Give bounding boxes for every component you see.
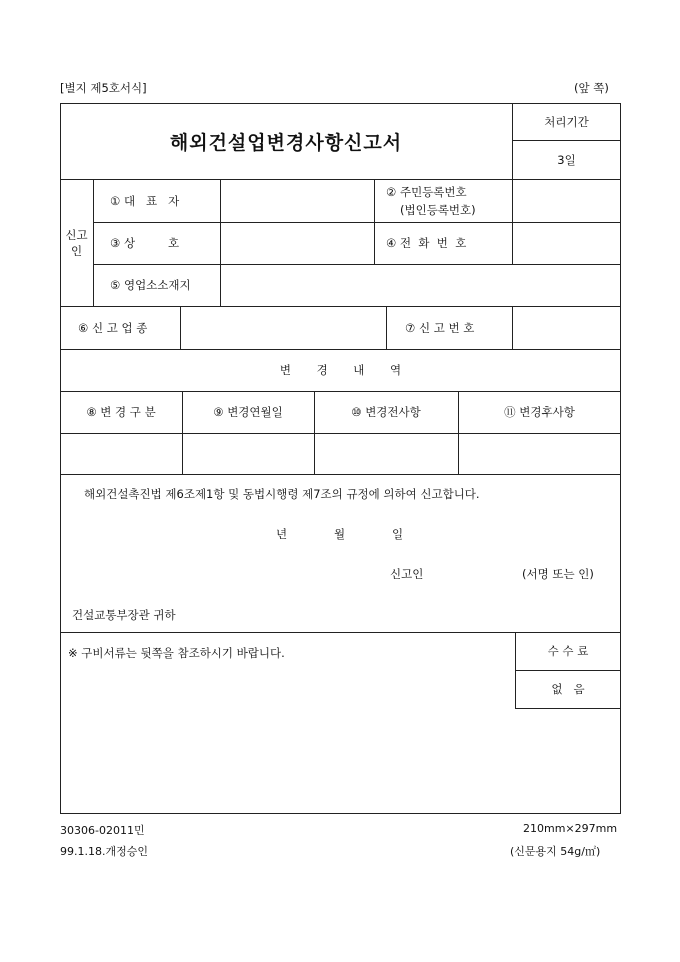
resident-number-field[interactable] xyxy=(513,180,621,222)
approval-date: 99.1.18.개정승인 xyxy=(60,845,148,858)
representative-label: ① 대 표 자 xyxy=(110,193,180,208)
form-title: 해외건설업변경사항신고서 xyxy=(169,131,403,154)
change-type-field[interactable] xyxy=(61,434,182,474)
trade-name-field[interactable] xyxy=(221,223,374,264)
change-type-header: ⑧ 변 경 구 분 xyxy=(86,405,156,419)
form-number: [별지 제5호서식] xyxy=(60,81,147,95)
business-type-field[interactable] xyxy=(181,307,386,349)
fee-value: 없 음 xyxy=(551,682,585,696)
business-type-label: ⑥ 신 고 업 종 xyxy=(78,320,148,335)
addressee: 건설교통부장관 귀하 xyxy=(72,608,176,622)
after-change-field[interactable] xyxy=(459,434,621,474)
office-address-label: ⑤ 영업소소재지 xyxy=(110,278,191,292)
trade-name-label: ③ 상 호 xyxy=(110,236,180,250)
signature-seal-label: (서명 또는 인) xyxy=(522,567,594,581)
report-number-label: ⑦ 신 고 번 호 xyxy=(405,320,475,335)
phone-label: ④ 전 화 번 호 xyxy=(386,236,467,250)
after-change-header: ⑪ 변경후사항 xyxy=(504,405,575,419)
report-number-field[interactable] xyxy=(513,307,621,349)
paper-size: 210mm×297mm xyxy=(523,822,618,835)
before-change-field[interactable] xyxy=(315,434,458,474)
attachment-note: ※ 구비서류는 뒷쪽을 참조하시기 바랍니다. xyxy=(68,646,285,660)
resident-number-label: ② 주민등록번호 xyxy=(386,185,467,199)
representative-field[interactable] xyxy=(221,180,374,222)
period-label: 처리기간 xyxy=(544,114,589,129)
day-label: 일 xyxy=(392,527,404,541)
paper-type: (신문용지 54g/㎡) xyxy=(510,845,601,858)
before-change-header: ⑩ 변경전사항 xyxy=(351,405,421,419)
statement-text: 해외건설촉진법 제6조제1항 및 동법시행령 제7조의 규정에 의하여 신고합니다. xyxy=(84,487,480,501)
change-date-field[interactable] xyxy=(183,434,314,474)
changes-section-title: 변 경 내 역 xyxy=(279,363,402,377)
fee-label: 수 수 료 xyxy=(547,644,589,658)
reporter-group-label: 신고 인 xyxy=(65,227,88,258)
phone-field[interactable] xyxy=(513,223,621,264)
office-address-field[interactable] xyxy=(221,265,621,306)
corporate-number-label: (법인등록번호) xyxy=(400,203,476,217)
change-date-header: ⑨ 변경연월일 xyxy=(213,405,283,419)
form-code: 30306-02011민 xyxy=(60,824,145,837)
year-label: 년 xyxy=(276,527,288,541)
month-label: 월 xyxy=(334,527,346,541)
period-value: 3일 xyxy=(557,152,576,167)
page-side: (앞 쪽) xyxy=(574,81,609,95)
reporter-sign-label: 신고인 xyxy=(390,567,424,581)
